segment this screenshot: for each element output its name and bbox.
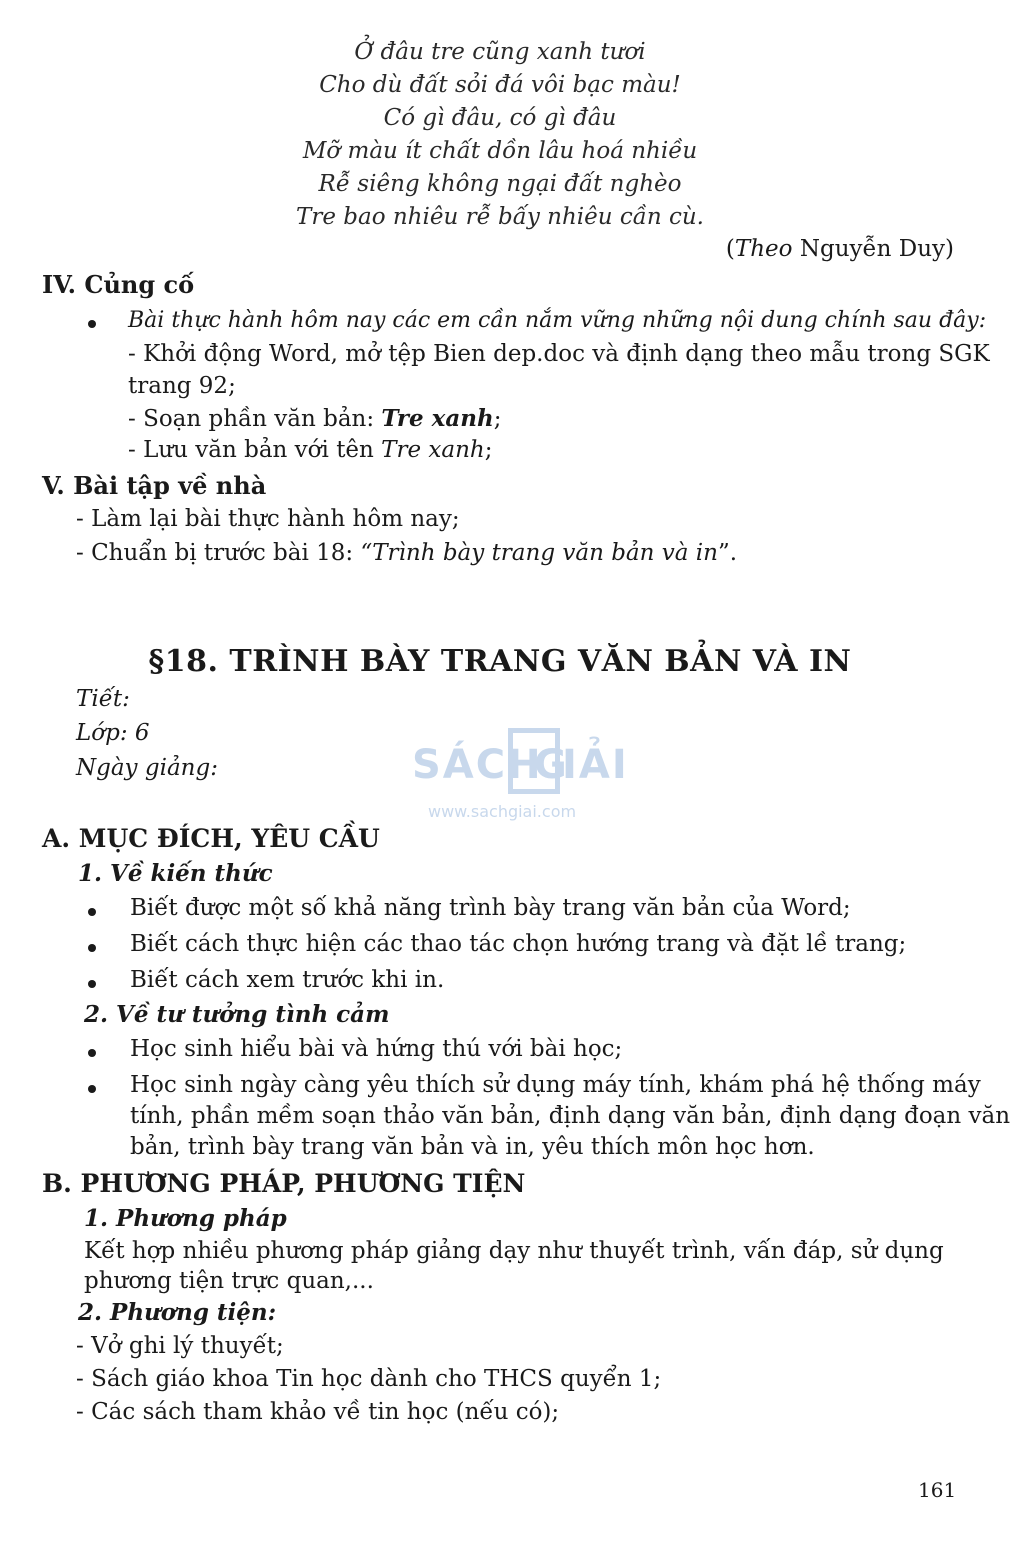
- lesson-title: §18. TRÌNH BÀY TRANG VĂN BẢN VÀ IN: [148, 644, 852, 679]
- bullet-icon: [88, 320, 96, 328]
- meta-tiet: Tiết:: [76, 686, 130, 712]
- section-iv-intro: Bài thực hành hôm nay các em cần nắm vững những nội dung chính sau đây:: [128, 308, 987, 333]
- section-a2-item: Học sinh hiểu bài và hứng thú với bài học;: [130, 1036, 623, 1062]
- poem-line: Tre bao nhiêu rễ bấy nhiêu cần cù.: [296, 204, 704, 230]
- subheading-b1: 1. Phương pháp: [84, 1205, 287, 1232]
- subheading-a1: 1. Về kiến thức: [78, 860, 273, 887]
- section-a2-item-line: bản, trình bày trang văn bản và in, yêu thích môn học hơn.: [130, 1134, 815, 1160]
- page-number: 161: [918, 1478, 957, 1502]
- poem-line: Có gì đâu, có gì đâu: [383, 105, 617, 131]
- section-a1-item: Biết cách xem trước khi in.: [130, 967, 445, 993]
- bullet-icon: [88, 1049, 96, 1057]
- section-a1-item: Biết cách thực hiện các thao tác chọn hướng trang và đặt lề trang;: [130, 931, 907, 957]
- heading-section-v: V. Bài tập về nhà: [42, 471, 267, 500]
- poem-line: Cho dù đất sỏi đá vôi bạc màu!: [319, 72, 681, 98]
- section-a2-item-line: Học sinh ngày càng yêu thích sử dụng máy tính, khám phá hệ thống máy: [130, 1072, 981, 1098]
- section-v-item: - Làm lại bài thực hành hôm nay;: [76, 506, 460, 532]
- section-b1-text: Kết hợp nhiều phương pháp giảng dạy như thuyết trình, vấn đáp, sử dụng: [84, 1238, 944, 1264]
- section-a1-item: Biết được một số khả năng trình bày trang văn bản của Word;: [130, 895, 851, 921]
- watermark-text-right: IẢI: [562, 742, 629, 788]
- poem-attribution: (Theo Nguyễn Duy): [725, 236, 954, 262]
- attribution-theo: Theo: [734, 236, 793, 262]
- italic-filename: Tre xanh: [381, 437, 485, 463]
- subheading-b2: 2. Phương tiện:: [78, 1299, 277, 1326]
- poem-line: Ở đâu tre cũng xanh tươi: [354, 39, 646, 65]
- bullet-icon: [88, 1085, 96, 1093]
- section-b1-text: phương tiện trực quan,...: [84, 1268, 374, 1294]
- meta-ngay-giang: Ngày giảng:: [76, 755, 218, 781]
- italic-lesson-ref: “Trình bày trang văn bản và in: [360, 540, 718, 566]
- section-iv-item: - Lưu văn bản với tên Tre xanh;: [128, 437, 493, 463]
- meta-lop: Lớp: 6: [76, 720, 150, 746]
- bullet-icon: [88, 980, 96, 988]
- section-b2-item: - Vở ghi lý thuyết;: [76, 1333, 284, 1359]
- watermark-text-left: SÁCH: [412, 742, 543, 788]
- section-v-item: - Chuẩn bị trước bài 18: “Trình bày trang văn bản và in”.: [76, 540, 738, 566]
- subheading-a2: 2. Về tư tưởng tình cảm: [84, 1001, 390, 1028]
- heading-section-iv: IV. Củng cố: [42, 270, 195, 299]
- heading-section-b: B. PHƯƠNG PHÁP, PHƯƠNG TIỆN: [42, 1169, 526, 1198]
- poem-line: Mỡ màu ít chất dồn lâu hoá nhiều: [302, 138, 698, 164]
- watermark-text-box: G: [534, 742, 569, 788]
- watermark-url: www.sachgiai.com: [428, 802, 577, 821]
- bullet-icon: [88, 944, 96, 952]
- section-iv-item-cont: trang 92;: [128, 373, 236, 399]
- poem-line: Rễ siêng không ngại đất nghèo: [318, 171, 682, 197]
- heading-section-a: A. MỤC ĐÍCH, YÊU CẦU: [42, 824, 380, 853]
- attribution-author: Nguyễn Duy): [792, 236, 954, 262]
- section-iv-item: - Khởi động Word, mở tệp Bien dep.doc và định dạng theo mẫu trong SGK: [128, 341, 990, 367]
- section-iv-item: - Soạn phần văn bản: Tre xanh;: [128, 405, 502, 432]
- bullet-icon: [88, 908, 96, 916]
- section-b2-item: - Sách giáo khoa Tin học dành cho THCS quyển 1;: [76, 1366, 662, 1392]
- section-a2-item-line: tính, phần mềm soạn thảo văn bản, định dạng văn bản, định dạng đoạn văn: [130, 1103, 1011, 1129]
- section-b2-item: - Các sách tham khảo về tin học (nếu có);: [76, 1399, 560, 1425]
- bold-title-tre-xanh: Tre xanh: [381, 405, 494, 432]
